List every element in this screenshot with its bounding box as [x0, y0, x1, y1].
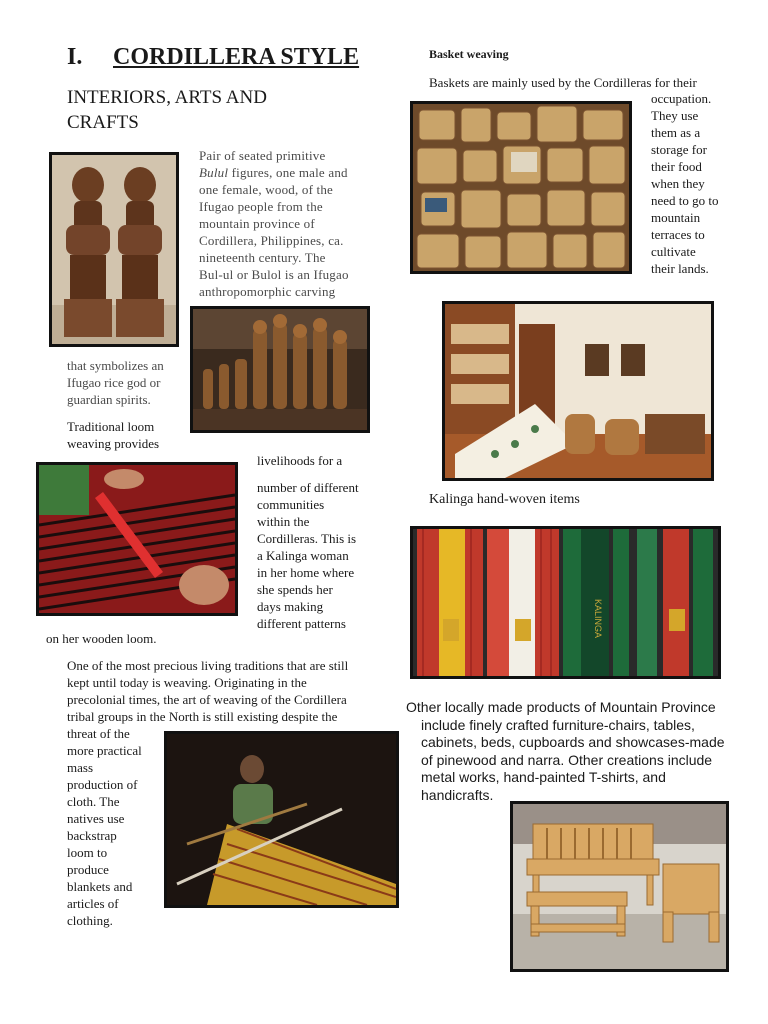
kalinga-caption: Kalinga hand-woven items	[429, 492, 580, 507]
basket-text-line: need to go to	[651, 193, 719, 208]
traditions-line: precolonial times, the art of weaving of the Cordillera	[67, 692, 347, 707]
bulul-text-line: anthropomorphic carving	[199, 284, 336, 299]
traditions-line: articles of	[67, 896, 119, 911]
traditions-line: produce	[67, 862, 109, 877]
traditions-line: mass	[67, 760, 93, 775]
traditions-line: natives use	[67, 811, 125, 826]
loom-text-line: in her home where	[257, 565, 355, 580]
traditions-line: blankets and	[67, 879, 133, 894]
page-title: CORDILLERA STYLE	[113, 44, 360, 70]
bulul-text-line: mountain province of	[199, 216, 315, 231]
basket-text-line: them as a	[651, 125, 701, 140]
backstrap-loom-photo	[164, 731, 399, 908]
loom-text-line: Traditional loom	[67, 419, 155, 434]
bulul-text-rest: figures, one male and	[228, 165, 348, 180]
loom-text-line: weaving provides	[67, 436, 160, 451]
traditions-line: more practical	[67, 743, 142, 758]
basket-text-line: Baskets are mainly used by the Cordilleras for their	[429, 75, 697, 90]
loom-text-line: on her wooden loom.	[46, 631, 157, 646]
kalinga-textiles-photo	[410, 526, 721, 679]
traditions-line: One of the most precious living traditions that are still	[67, 658, 349, 673]
traditions-line: kept until today is weaving. Originating in the	[67, 675, 307, 690]
basket-text-line: They use	[651, 108, 699, 123]
bulul-figures-photo	[49, 152, 179, 347]
loom-text-line: Cordilleras. This is	[257, 531, 357, 546]
loom-text-line: number of different	[257, 480, 359, 495]
loom-text-line: she spends her	[257, 582, 333, 597]
loom-weaving-photo	[36, 462, 238, 616]
traditions-line: threat of the	[67, 726, 130, 741]
basket-text-line: mountain	[651, 210, 701, 225]
traditions-line: production of	[67, 777, 138, 792]
bulul-italic: Bulul	[199, 165, 229, 180]
section-number: I.	[67, 44, 83, 70]
basket-heading: Basket weaving	[429, 47, 509, 61]
bulul-cont-line: guardian spirits.	[67, 392, 151, 407]
basket-text-line: their food	[651, 159, 702, 174]
other-text-line: metal works, hand-painted T-shirts, and	[421, 769, 666, 785]
other-text-line: cabinets, beds, cupboards and showcases-made	[421, 734, 725, 750]
bulul-text-line: Pair of seated primitive	[199, 148, 326, 163]
loom-text-line: different patterns	[257, 616, 346, 631]
other-text-line: include finely crafted furniture-chairs, tables,	[421, 716, 695, 733]
bulul-text-line: nineteenth century. The	[199, 250, 326, 265]
basket-text-line: when they	[651, 176, 705, 191]
other-text-line: of pinewood and narra. Other creations include	[421, 751, 713, 768]
traditions-line: loom to	[67, 845, 108, 860]
furniture-photo	[510, 801, 729, 972]
loom-text-line: communities	[257, 497, 325, 512]
traditions-line: tribal groups in the North is still existing despite the	[67, 709, 338, 724]
bulul-text-line: Cordillera, Philippines, ca.	[199, 233, 344, 248]
basket-text-line: cultivate	[651, 244, 696, 259]
baskets-photo	[410, 101, 632, 274]
basket-text-line: terraces to	[651, 227, 705, 242]
bulul-text-line: one female, wood, of the	[199, 182, 334, 197]
basket-text-line: occupation.	[651, 91, 712, 106]
bulul-cont-line: Ifugao rice god or	[67, 375, 161, 390]
store-interior-photo	[442, 301, 714, 481]
basket-text-line: their lands.	[651, 261, 709, 276]
subtitle-line2: CRAFTS	[67, 112, 139, 133]
wood-carvings-photo	[190, 306, 370, 433]
loom-text-line: within the	[257, 514, 310, 529]
loom-text-line: a Kalinga woman	[257, 548, 349, 563]
other-text-line: handicrafts.	[421, 786, 494, 803]
other-text-line: Other locally made products of Mountain Province	[406, 699, 716, 715]
bulul-text-line: Ifugao people from the	[199, 199, 323, 214]
kalinga-textile-word: KALINGA	[593, 599, 603, 639]
subtitle-line1: INTERIORS, ARTS AND	[67, 87, 267, 108]
loom-text-line: days making	[257, 599, 324, 614]
traditions-line: cloth. The	[67, 794, 120, 809]
loom-text-line: livelihoods for a	[257, 453, 343, 468]
bulul-text-line: Bul-ul or Bulol is an Ifugao	[199, 267, 349, 282]
bulul-cont-line: that symbolizes an	[67, 358, 164, 373]
bulul-text-line	[199, 164, 349, 181]
traditions-line: clothing.	[67, 913, 113, 928]
basket-text-line: storage for	[651, 142, 707, 157]
traditions-line: backstrap	[67, 828, 117, 843]
